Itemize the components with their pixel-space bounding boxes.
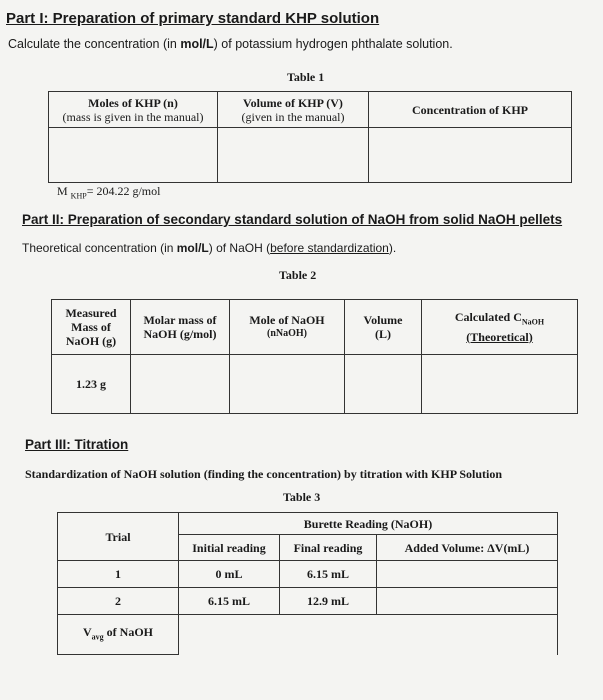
table1-cell-concentration[interactable] xyxy=(369,128,572,183)
table3-row2-initial xyxy=(179,588,280,615)
table3-row-avg xyxy=(58,615,558,655)
table3-title: Table 3 xyxy=(283,490,321,504)
part1-heading: Part I: Preparation of primary standard KHP solution xyxy=(6,10,380,27)
table2-header-molar-line1: Molar mass of xyxy=(143,313,217,327)
table2-header-mole-line1: Mole of NaOH xyxy=(249,313,325,327)
part2-instruction-underlined: before standardization xyxy=(270,241,389,255)
table1-cell-moles[interactable] xyxy=(49,128,218,183)
table2-cell-molar-mass[interactable] xyxy=(131,355,230,414)
avg-sub: avg xyxy=(91,632,104,642)
table3-avg-added[interactable] xyxy=(377,615,558,655)
table2-header-molar-mass xyxy=(131,300,230,355)
table2-header-volume-line2: (L) xyxy=(375,327,391,341)
table3 xyxy=(57,512,558,655)
table3-header-added xyxy=(377,535,558,561)
part3-heading: Part III: Titration xyxy=(25,437,129,452)
table2-cell-calculated[interactable] xyxy=(422,355,578,414)
table2 xyxy=(51,299,578,414)
table3-header-trial-text: Trial xyxy=(105,529,131,544)
table2-header-calculated-line1 xyxy=(422,310,577,329)
table3-row1-final xyxy=(280,561,377,588)
table3-row1-trial-text: 1 xyxy=(115,567,121,581)
table3-header-initial-text: Initial reading xyxy=(192,540,266,555)
table1-header-moles-line1: Moles of KHP (n) xyxy=(88,95,178,110)
table2-mass-value: 1.23 g xyxy=(76,377,106,391)
table3-header-trial xyxy=(58,513,179,561)
molar-mass-sub: KHP xyxy=(70,191,87,201)
part2-instruction-mid: ) of NaOH ( xyxy=(208,241,271,255)
part2-instruction-prefix: Theoretical concentration (in xyxy=(22,241,177,255)
table2-header-calculated xyxy=(422,300,578,355)
table3-row2-trial-text: 2 xyxy=(115,594,121,608)
table3-header-burette xyxy=(179,513,558,535)
table3-header-final xyxy=(280,535,377,561)
part2-heading: Part II: Preparation of secondary standard solution of NaOH from solid NaOH pellets xyxy=(22,212,563,227)
table1-header-volume-line2: (given in the manual) xyxy=(241,109,345,124)
table3-row2-trial xyxy=(58,588,179,615)
part2-instruction-suffix: ). xyxy=(388,241,397,255)
table3-row1-added[interactable] xyxy=(377,561,558,588)
table2-header-mole xyxy=(230,300,345,355)
table3-header-final-text: Final reading xyxy=(293,540,363,555)
table3-row1-trial xyxy=(58,561,179,588)
table2-header-measured-line3: NaOH (g) xyxy=(65,334,117,348)
table3-avg-label-text xyxy=(58,625,178,644)
table3-row2-final-text: 12.9 mL xyxy=(307,594,349,608)
table2-header-calculated-line2: (Theoretical) xyxy=(466,329,533,344)
table2-header-measured-mass xyxy=(52,300,131,355)
table3-row2-added[interactable] xyxy=(377,588,558,615)
part2-instruction-unit: mol/L xyxy=(176,241,209,255)
part2-instruction xyxy=(22,241,396,255)
table2-title: Table 2 xyxy=(279,268,317,282)
table2-header-volume xyxy=(345,300,422,355)
table2-calc-prefix: Calculated C xyxy=(454,310,522,325)
table3-row xyxy=(58,561,558,588)
table1-header-moles-line2: (mass is given in the manual) xyxy=(62,109,204,124)
table3-header-added-text: Added Volume: ΔV(mL) xyxy=(404,540,530,555)
table1-header-volume-line1: Volume of KHP (V) xyxy=(243,95,343,110)
part1-instruction-suffix: ) of potassium hydrogen phthalate solution. xyxy=(213,37,453,51)
table3-avg-label xyxy=(58,615,179,655)
table2-cell-mole[interactable] xyxy=(230,355,345,414)
molar-mass-value: = 204.22 g/mol xyxy=(86,184,161,198)
table1-title: Table 1 xyxy=(287,70,325,84)
table1-cell-volume[interactable] xyxy=(218,128,369,183)
table3-row1-initial xyxy=(179,561,280,588)
avg-suffix: of NaOH xyxy=(103,624,153,639)
table1-header-concentration xyxy=(369,92,572,128)
molar-mass-khp xyxy=(57,184,160,200)
table2-header-molar-line2: NaOH (g/mol) xyxy=(143,327,217,341)
table3-row1-final-text: 6.15 mL xyxy=(307,567,349,581)
part1-instruction xyxy=(8,37,453,51)
table3-row xyxy=(58,588,558,615)
molar-mass-prefix: M xyxy=(57,184,68,198)
table3-header-burette-text: Burette Reading (NaOH) xyxy=(303,516,433,531)
table3-row1-initial-text: 0 mL xyxy=(215,567,243,581)
table1 xyxy=(48,91,572,183)
table2-cell-mass xyxy=(52,355,131,414)
table3-avg-final xyxy=(280,615,377,655)
table1-header-concentration-text: Concentration of KHP xyxy=(412,102,528,117)
table1-header-volume xyxy=(218,92,369,128)
part3-instruction: Standardization of NaOH solution (finding the concentration) by titration with KHP Solution xyxy=(25,467,503,481)
table2-header-measured-line2: Mass of xyxy=(71,320,111,334)
table2-header-measured-line1: Measured xyxy=(65,306,117,320)
table1-header-moles xyxy=(49,92,218,128)
table3-header-initial xyxy=(179,535,280,561)
table3-row2-initial-text: 6.15 mL xyxy=(208,594,250,608)
table2-header-mole-line2: (nNaOH) xyxy=(267,328,307,339)
table3-row2-final xyxy=(280,588,377,615)
table3-avg-initial xyxy=(179,615,280,655)
table2-calc-sub: NaOH xyxy=(521,317,545,327)
part1-instruction-unit: mol/L xyxy=(180,37,214,51)
part1-instruction-prefix: Calculate the concentration (in xyxy=(8,37,181,51)
avg-prefix: V xyxy=(82,624,92,639)
table2-cell-volume[interactable] xyxy=(345,355,422,414)
table2-header-volume-line1: Volume xyxy=(363,313,403,327)
